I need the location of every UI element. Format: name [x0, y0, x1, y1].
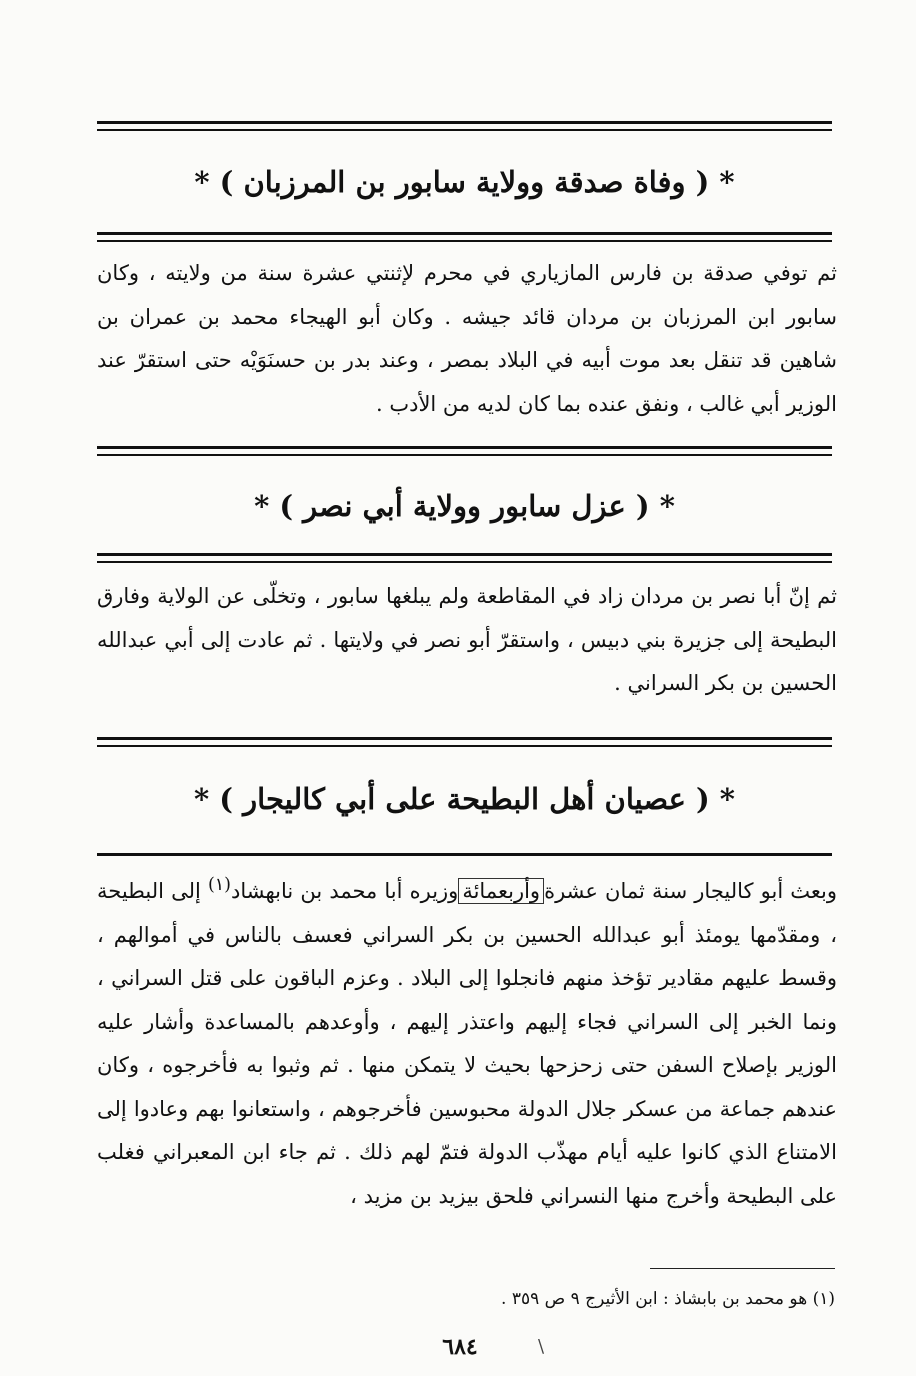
- double-rule: [97, 446, 832, 456]
- page-number: ٦٨٤: [442, 1334, 478, 1360]
- paragraph-text: إلى البطيحة ، ومقدّمها يومئذ أبو عبدالله الحسين بن بكر السراني فعسف بالناس في أموالهم ، وقسط عليهم مقادير تؤخذ منهم فانجلوا إلى البلاد . وعزم الباقون على قتل السراني ، ونما الخبر إلى السراني فجاء إليهم واعتذر إليهم ، وأوعدهم بالمساعدة وأشار عليه الوزير بإصلاح السفن حتى زحزحها بحيث لا يتمكن منها . ثم وثبوا به فأخرجوه ، وكان عندهم جماعة من عسكر جلال الدولة محبوسين فأخرجوهم ، واستعانوا بهم وعادوا إلى الامتناع الذي كانوا عليه أيام مهذّب الدولة فتمّ لهم ذلك . ثم جاء ابن المعبراني فغلب على البطيحة وأخرج منها النسراني فلحق بيزيد بن مزيد ،: [97, 879, 837, 1208]
- section-heading-3: * ( عصيان أهل البطيحة على أبي كاليجار ) *: [194, 782, 735, 816]
- footnote-reference: (١): [207, 875, 231, 895]
- double-rule: [97, 553, 832, 563]
- paragraph-text: وبعث أبو كاليجار سنة ثمان عشرة: [544, 879, 838, 903]
- double-rule: [97, 121, 832, 131]
- paragraph-text: وزيره أبا محمد بن نابهشاد: [231, 879, 459, 903]
- double-rule: [97, 737, 832, 747]
- footnote: (١) هو محمد بن بابشاذ : ابن الأثيرج ٩ ص ٣٥٩ .: [501, 1289, 835, 1309]
- footnote-separator: [650, 1268, 835, 1269]
- double-rule: [97, 232, 832, 242]
- section-heading-1: * ( وفاة صدقة وولاية سابور بن المرزبان ) *: [194, 165, 735, 199]
- scan-mark: \: [538, 1336, 545, 1357]
- section-paragraph-2: ثم إنّ أبا نصر بن مردان زاد في المقاطعة ولم يبلغها سابور ، وتخلّى عن الولاية وفارق البطيحة إلى جزيرة بني دبيس ، واستقرّ أبو نصر في ولايتها . ثم عادت إلى أبي عبدالله الحسين بن بكر السراني .: [97, 584, 837, 695]
- boxed-year-text: وأربعمائة: [458, 878, 544, 904]
- section-paragraph-3: [97, 864, 837, 1218]
- section-paragraph-1: ثم توفي صدقة بن فارس المازياري في محرم لإثنتي عشرة سنة من ولايته ، وكان سابور ابن المرزبان بن مردان قائد جيشه . وكان أبو الهيجاء محمد بن عمران بن شاهين قد تنقل بعد موت أبيه في البلاد بمصر ، وعند بدر بن حسنَوَيْه حتى استقرّ عند الوزير أبي غالب ، ونفق عنده بما كان لديه من الأدب .: [97, 261, 837, 416]
- section-heading-2: * ( عزل سابور وولاية أبي نصر ) *: [254, 489, 675, 523]
- single-rule: [97, 853, 832, 856]
